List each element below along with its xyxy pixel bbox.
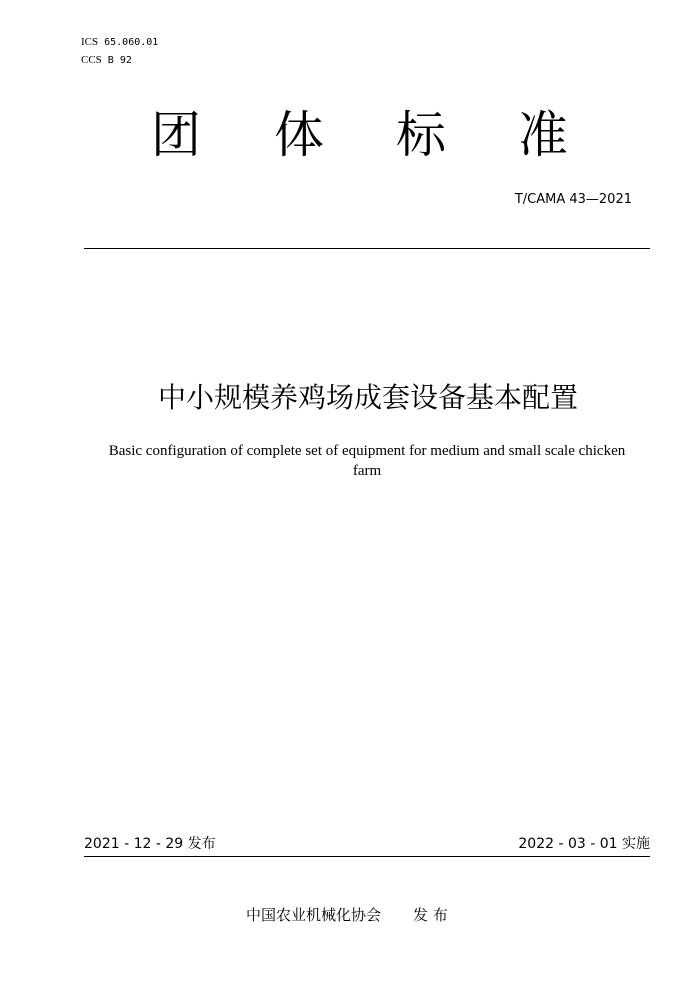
publish-date: 2021 - 12 - 29 发布 (84, 836, 216, 852)
category-char: 体 (274, 106, 324, 164)
ccs-value: B 92 (107, 55, 132, 66)
implementation-date: 2022 - 03 - 01 实施 (518, 836, 650, 852)
document-title-chinese: 中小规模养鸡场成套设备基本配置 (157, 381, 578, 414)
footer-divider (84, 856, 650, 857)
standard-category-title (0, 103, 700, 173)
publisher-line (246, 905, 448, 925)
category-char: 标 (396, 106, 446, 164)
ics-code (81, 35, 158, 50)
ics-label: ICS (81, 36, 99, 48)
ics-value: 65.060.01 (104, 37, 159, 48)
header-divider (84, 248, 650, 249)
publisher-organization: 中国农业机械化协会 (246, 906, 382, 924)
standard-number: T/CAMA 43—2021 (514, 192, 632, 207)
ccs-code (81, 53, 132, 68)
publisher-action: 发 布 (413, 906, 448, 924)
category-char: 团 (151, 106, 201, 164)
document-title-english: Basic configuration of complete set of equipment for medium and small scale chicken farm (108, 443, 626, 479)
category-char: 准 (518, 106, 568, 164)
ccs-label: CCS (81, 54, 102, 66)
